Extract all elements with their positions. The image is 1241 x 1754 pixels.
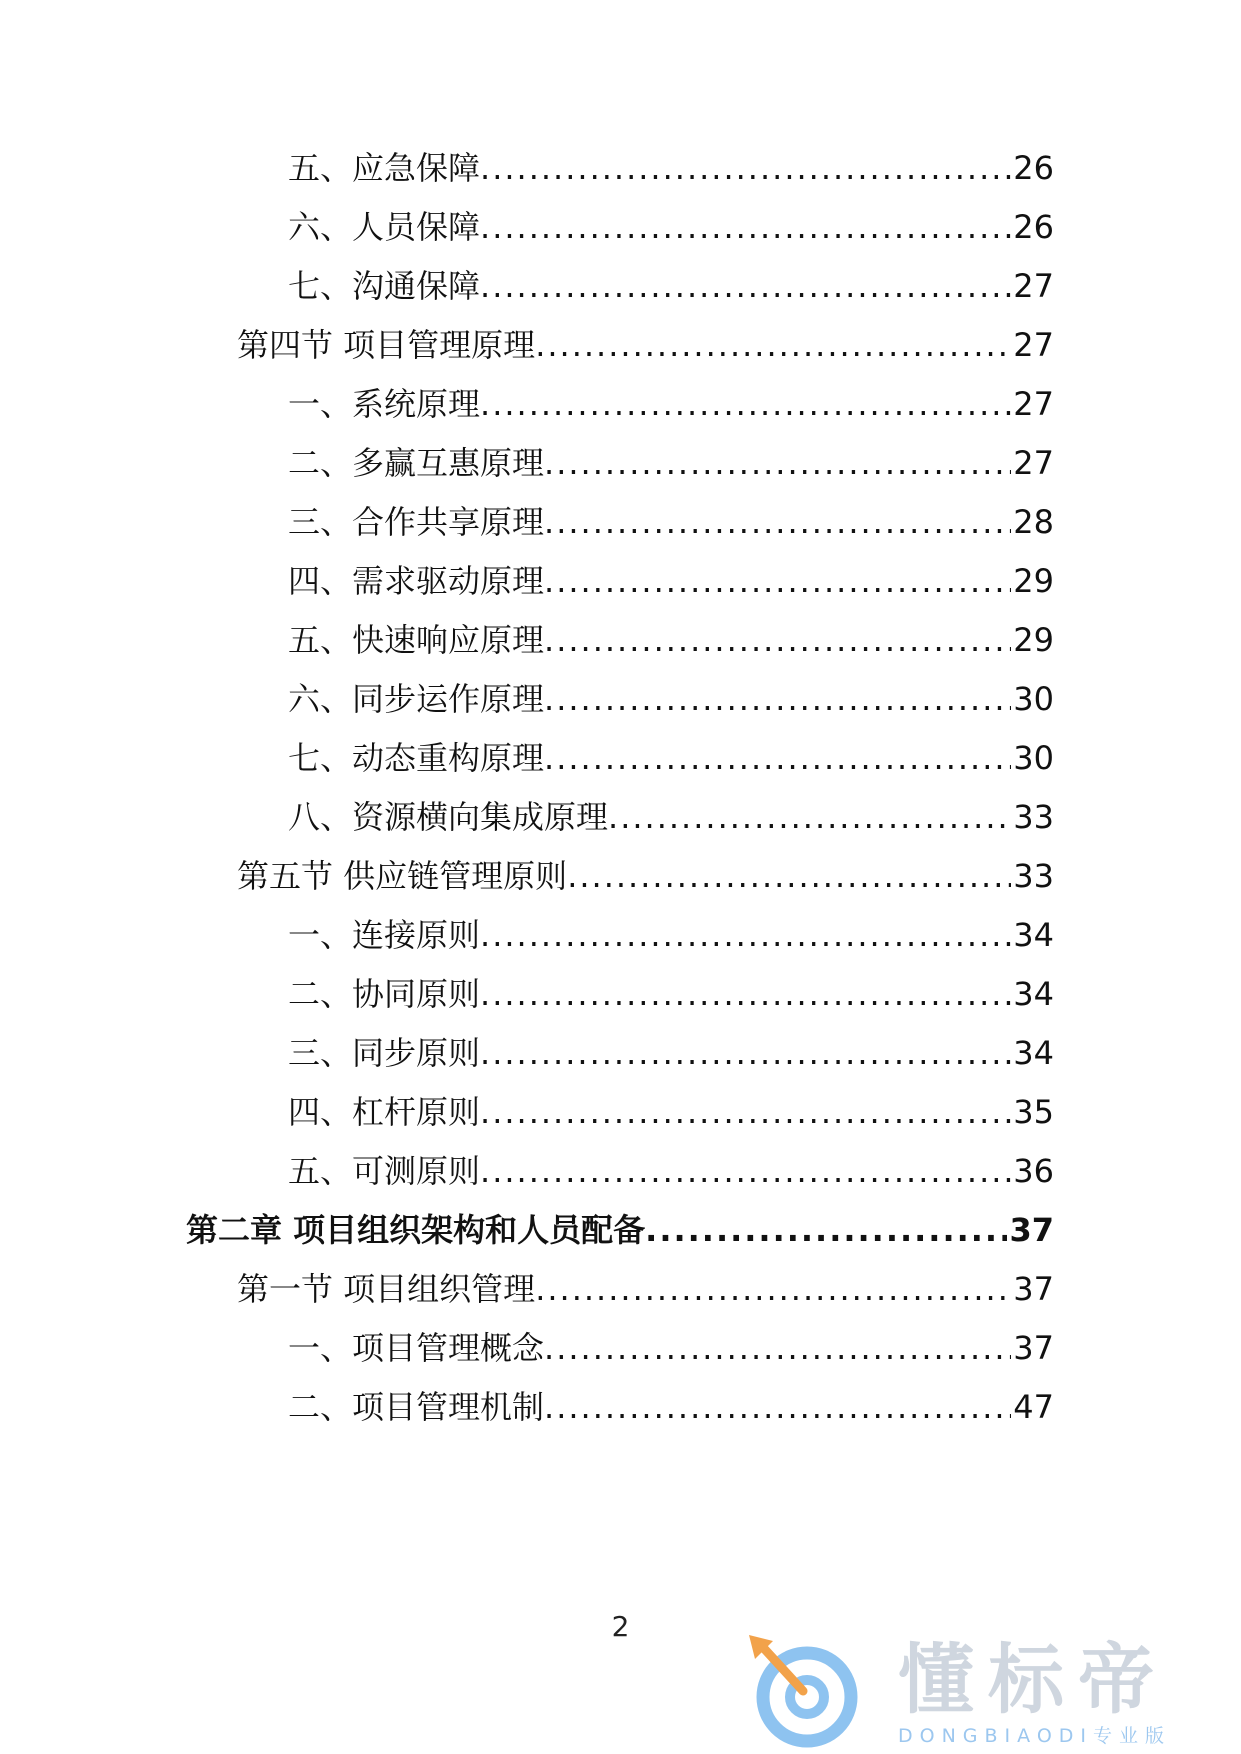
toc-entry[interactable] — [288, 264, 1054, 308]
toc-entry[interactable] — [288, 500, 1054, 544]
toc-entry-page: 34 — [1013, 916, 1054, 954]
toc-entry-label: 二、多赢互惠原理 — [288, 444, 545, 482]
toc-entry-label: 第一节 项目组织管理 — [237, 1270, 536, 1308]
toc-entry-page: 47 — [1013, 1388, 1054, 1426]
toc-entry-label: 二、项目管理机制 — [288, 1388, 545, 1426]
toc-entry-page: 27 — [1013, 444, 1054, 482]
toc-entry[interactable] — [288, 913, 1054, 957]
toc-entry[interactable] — [288, 1385, 1054, 1429]
toc-entry-label: 四、杠杆原则 — [288, 1093, 481, 1131]
toc-dot-leader — [535, 323, 1011, 367]
toc-dot-leader — [544, 441, 1011, 485]
toc-dot-leader — [544, 736, 1011, 780]
toc-dot-leader — [480, 264, 1011, 308]
toc-entry[interactable] — [288, 736, 1054, 780]
toc-entry-label: 五、可测原则 — [288, 1152, 481, 1190]
page-number: 2 — [611, 1610, 630, 1643]
toc-entry[interactable] — [288, 1149, 1054, 1193]
watermark-subtitle: DONGBIAODI专业版 — [898, 1725, 1172, 1747]
toc-entry-label: 一、连接原则 — [288, 916, 481, 954]
toc-entry-label: 七、动态重构原理 — [288, 739, 545, 777]
toc-dot-leader — [480, 972, 1011, 1016]
toc-dot-leader — [544, 1385, 1011, 1429]
toc-entry-label: 二、协同原则 — [288, 975, 481, 1013]
toc-entry[interactable] — [288, 795, 1054, 839]
toc-entry[interactable] — [288, 1031, 1054, 1075]
toc-entry-label: 八、资源横向集成原理 — [288, 798, 609, 836]
toc-entry-page: 34 — [1013, 1034, 1054, 1072]
toc-entry[interactable] — [237, 1267, 1054, 1311]
toc-dot-leader — [480, 1090, 1011, 1134]
toc-entry[interactable] — [288, 382, 1054, 426]
toc-entry-label: 第四节 项目管理原理 — [237, 326, 536, 364]
toc-entry-page: 30 — [1013, 680, 1054, 718]
toc-dot-leader — [544, 500, 1011, 544]
toc-entry-label: 三、同步原则 — [288, 1034, 481, 1072]
toc-entry-page: 29 — [1013, 562, 1054, 600]
toc-entry[interactable] — [288, 205, 1054, 249]
toc-entry-page: 33 — [1013, 798, 1054, 836]
toc-entry-page: 37 — [1013, 1329, 1054, 1367]
toc-dot-leader — [544, 1326, 1011, 1370]
toc-entry[interactable] — [288, 441, 1054, 485]
toc-entry-page: 36 — [1013, 1152, 1054, 1190]
toc-dot-leader — [544, 618, 1011, 662]
toc-dot-leader — [480, 146, 1011, 190]
toc-entry-page: 27 — [1013, 326, 1054, 364]
toc-entry[interactable] — [288, 618, 1054, 662]
toc-dot-leader — [567, 854, 1011, 898]
toc-entry[interactable] — [237, 854, 1054, 898]
toc-entry-page: 29 — [1013, 621, 1054, 659]
toc-entry-label: 六、人员保障 — [288, 208, 481, 246]
toc-entry-label: 五、快速响应原理 — [288, 621, 545, 659]
toc-entry-page: 28 — [1013, 503, 1054, 541]
brand-watermark — [745, 1633, 1225, 1751]
toc-entry-label: 一、系统原理 — [288, 385, 481, 423]
toc-entry-chapter[interactable] — [186, 1208, 1054, 1252]
toc-entry-page: 27 — [1013, 267, 1054, 305]
toc-entry[interactable] — [288, 972, 1054, 1016]
toc-dot-leader — [480, 913, 1011, 957]
toc-entry-page: 26 — [1013, 208, 1054, 246]
toc-dot-leader — [480, 382, 1011, 426]
toc-entry[interactable] — [288, 559, 1054, 603]
toc-entry-page: 35 — [1013, 1093, 1054, 1131]
toc-entry-label: 第二章 项目组织架构和人员配备 — [186, 1211, 646, 1249]
toc-dot-leader — [608, 795, 1011, 839]
toc-entry-page: 34 — [1013, 975, 1054, 1013]
target-arrow-icon — [745, 1633, 865, 1751]
toc-entry-label: 五、应急保障 — [288, 149, 481, 187]
toc-entry[interactable] — [288, 1326, 1054, 1370]
toc-dot-leader — [645, 1208, 1007, 1252]
toc-entry[interactable] — [237, 323, 1054, 367]
toc-dot-leader — [535, 1267, 1011, 1311]
toc-entry-label: 一、项目管理概念 — [288, 1329, 545, 1367]
toc-entry-label: 七、沟通保障 — [288, 267, 481, 305]
toc-dot-leader — [480, 205, 1011, 249]
toc-dot-leader — [480, 1149, 1011, 1193]
toc-entry-page: 27 — [1013, 385, 1054, 423]
toc-entry-label: 三、合作共享原理 — [288, 503, 545, 541]
toc-entry-page: 26 — [1013, 149, 1054, 187]
toc-entry-page: 37 — [1013, 1270, 1054, 1308]
toc-entry[interactable] — [288, 146, 1054, 190]
toc-dot-leader — [544, 559, 1011, 603]
toc-dot-leader — [480, 1031, 1011, 1075]
toc-dot-leader — [544, 677, 1011, 721]
watermark-title: 懂标帝 — [898, 1635, 1168, 1724]
toc-entry[interactable] — [288, 677, 1054, 721]
toc-entry-label: 四、需求驱动原理 — [288, 562, 545, 600]
toc-entry-page: 30 — [1013, 739, 1054, 777]
toc-entry[interactable] — [288, 1090, 1054, 1134]
toc-entry-page: 33 — [1013, 857, 1054, 895]
toc-entry-label: 六、同步运作原理 — [288, 680, 545, 718]
toc-entry-label: 第五节 供应链管理原则 — [237, 857, 568, 895]
toc-entry-page: 37 — [1009, 1211, 1054, 1249]
